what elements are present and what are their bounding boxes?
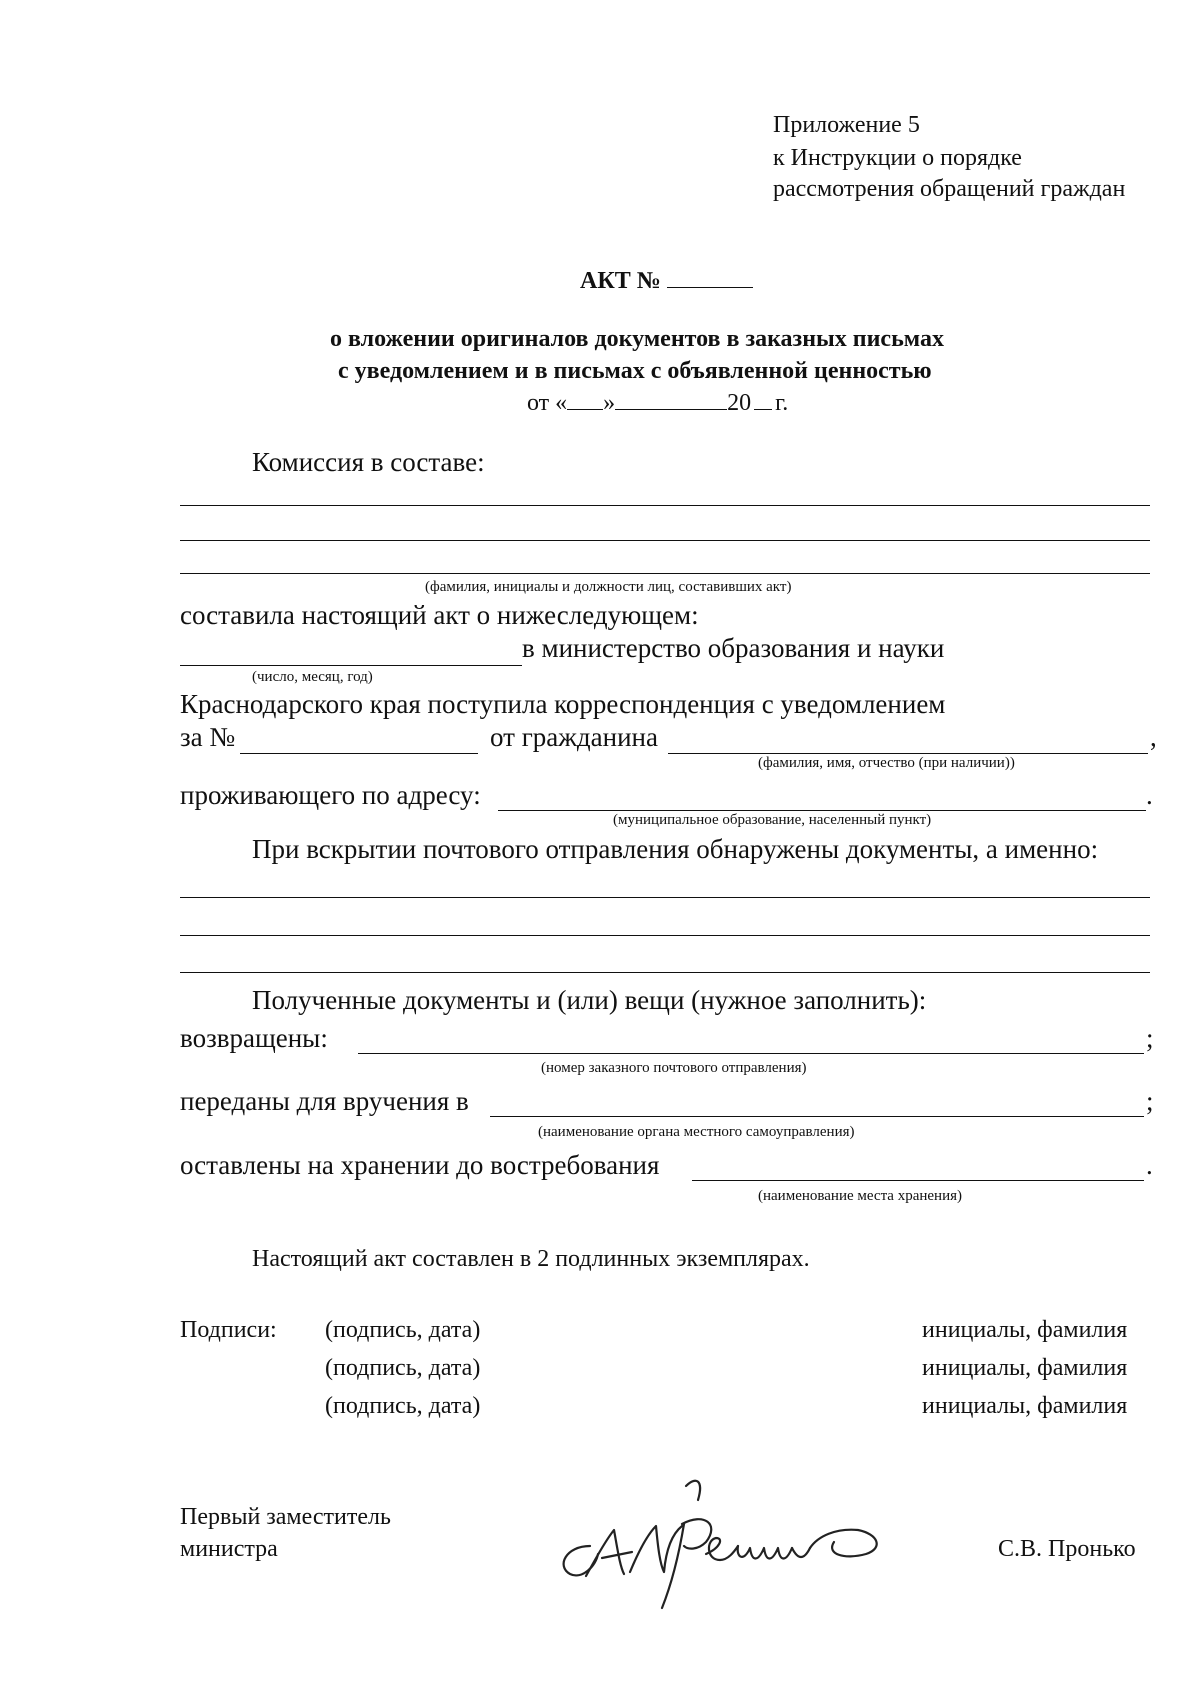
handed-hint: (наименование органа местного самоуправления) xyxy=(538,1124,855,1140)
date-day-blank[interactable] xyxy=(567,387,603,410)
appendix-line-2: к Инструкции о порядке xyxy=(773,145,1022,171)
act-date xyxy=(527,387,788,417)
handed-semicolon: ; xyxy=(1146,1086,1154,1116)
appendix-line-3: рассмотрения обращений граждан xyxy=(773,176,1126,202)
position-line-1: Первый заместитель xyxy=(180,1504,391,1530)
appendix-number: Приложение 5 xyxy=(773,112,920,138)
signature-sign-1: (подпись, дата) xyxy=(325,1317,481,1343)
date-month-blank[interactable] xyxy=(615,387,727,410)
ministry-text: в министерство образования и науки xyxy=(522,633,945,663)
returned-label: возвращены: xyxy=(180,1023,328,1053)
returned-hint: (номер заказного почтового отправления) xyxy=(541,1060,807,1076)
date-year-suffix: г. xyxy=(775,390,789,416)
commission-line-3[interactable] xyxy=(180,573,1150,574)
act-title xyxy=(580,265,753,295)
returned-line[interactable] xyxy=(358,1053,1144,1054)
signature-name-3: инициалы, фамилия xyxy=(922,1393,1128,1419)
address-period: . xyxy=(1146,780,1153,810)
position-line-2: министра xyxy=(180,1536,278,1562)
documents-line-1[interactable] xyxy=(180,897,1150,898)
commission-hint: (фамилия, инициалы и должности лиц, составивших акт) xyxy=(425,579,792,595)
received-text: Полученные документы и (или) вещи (нужное заполнить): xyxy=(252,985,927,1015)
name-hint: (фамилия, имя, отчество (при наличии)) xyxy=(758,755,1015,771)
composed-text: составила настоящий акт о нижеследующем: xyxy=(180,600,699,630)
act-subtitle-2: с уведомлением и в письмах с объявленной ценностью xyxy=(338,358,932,384)
citizen-line[interactable] xyxy=(668,753,1148,754)
address-hint: (муниципальное образование, населенный пункт) xyxy=(613,812,932,828)
za-label: за № xyxy=(180,722,236,752)
signature-sign-2: (подпись, дата) xyxy=(325,1355,481,1381)
address-label: проживающего по адресу: xyxy=(180,780,481,810)
stored-hint: (наименование места хранения) xyxy=(758,1188,963,1204)
opening-text: При вскрытии почтового отправления обнаружены документы, а именно: xyxy=(252,834,1099,864)
act-title-text: АКТ № xyxy=(580,268,661,294)
documents-line-2[interactable] xyxy=(180,935,1150,936)
signature-sign-3: (подпись, дата) xyxy=(325,1393,481,1419)
stored-label: оставлены на хранении до востребования xyxy=(180,1150,660,1180)
signature-name-1: инициалы, фамилия xyxy=(922,1317,1128,1343)
handed-line[interactable] xyxy=(490,1116,1144,1117)
date-year-prefix: 20 xyxy=(727,390,752,416)
region-text: Краснодарского края поступила корреспонденция с уведомлением xyxy=(180,689,946,719)
act-number-blank[interactable] xyxy=(667,265,753,288)
citizen-comma: , xyxy=(1150,722,1157,752)
date-from-label: от « xyxy=(527,390,568,416)
signatures-label: Подписи: xyxy=(180,1317,277,1343)
citizen-label: от гражданина xyxy=(490,722,658,752)
date-received-hint: (число, месяц, год) xyxy=(252,669,373,685)
documents-line-3[interactable] xyxy=(180,972,1150,973)
date-quote-close: » xyxy=(603,390,616,416)
act-subtitle-1: о вложении оригиналов документов в заказных письмах xyxy=(330,326,944,352)
date-year-blank[interactable] xyxy=(754,387,772,410)
stored-line[interactable] xyxy=(692,1180,1144,1181)
number-line[interactable] xyxy=(240,753,478,754)
handwritten-signature xyxy=(548,1468,908,1618)
copies-text: Настоящий акт составлен в 2 подлинных экземплярах. xyxy=(252,1246,810,1272)
commission-line-2[interactable] xyxy=(180,540,1150,541)
date-received-line[interactable] xyxy=(180,665,522,666)
signer-name: С.В. Пронько xyxy=(998,1536,1136,1562)
handed-label: переданы для вручения в xyxy=(180,1086,469,1116)
commission-label: Комиссия в составе: xyxy=(252,447,485,477)
stored-period: . xyxy=(1146,1150,1153,1180)
signature-name-2: инициалы, фамилия xyxy=(922,1355,1128,1381)
address-line[interactable] xyxy=(498,810,1146,811)
commission-line-1[interactable] xyxy=(180,505,1150,506)
returned-semicolon: ; xyxy=(1146,1023,1154,1053)
